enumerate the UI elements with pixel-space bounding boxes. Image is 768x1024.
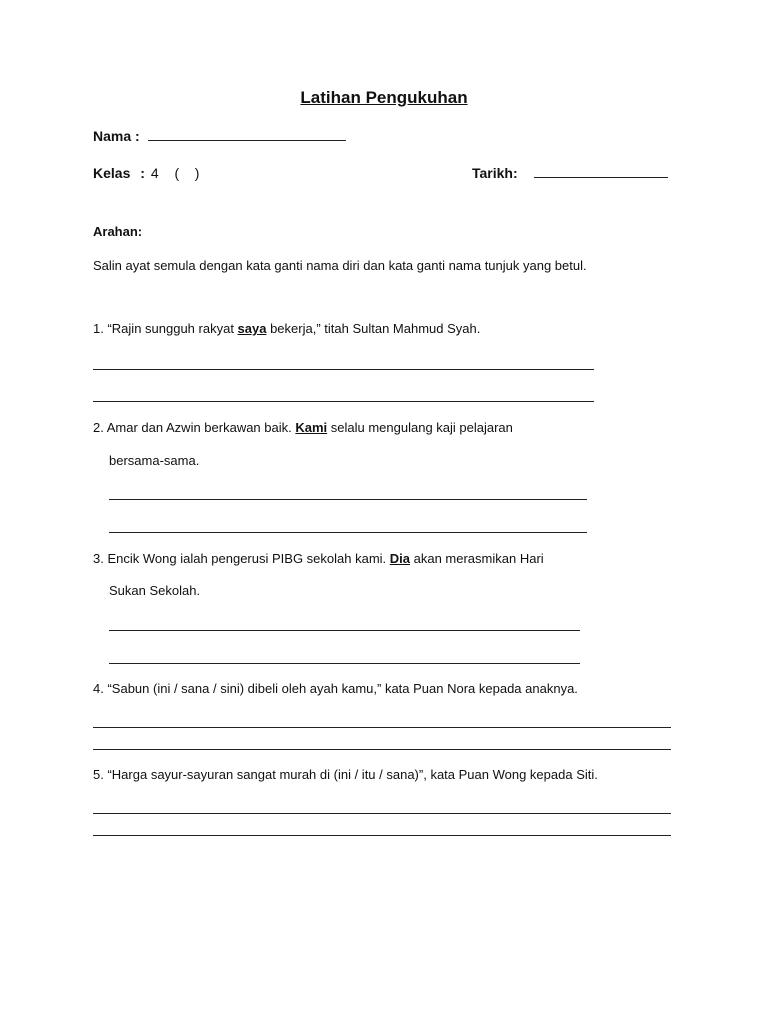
question-2 [93,420,513,435]
question-4 [93,681,578,696]
answer-line-4a[interactable] [93,727,671,728]
question-highlight: Kami [295,420,328,435]
answer-line-1b[interactable] [93,401,594,402]
question-2-continuation: bersama-sama. [109,453,200,468]
answer-line-5b[interactable] [93,835,671,836]
answer-line-2a[interactable] [109,499,587,500]
answer-line-1a[interactable] [93,369,594,370]
nama-blank[interactable] [148,139,346,141]
tarikh-blank[interactable] [534,176,668,178]
answer-line-2b[interactable] [109,532,587,533]
question-3 [93,551,544,566]
kelas-field [93,165,199,181]
arahan-text: Salin ayat semula dengan kata ganti nama diri dan kata ganti nama tunjuk yang betul. [93,258,587,273]
question-text: “Harga sayur-sayuran sangat murah di (ini / itu / sana)”, kata Puan Wong kepada Siti. [107,767,598,782]
question-highlight: saya [237,321,267,336]
question-1 [93,321,480,336]
kelas-paren-blank[interactable]: ( ) [174,165,200,181]
answer-line-5a[interactable] [93,813,671,814]
kelas-colon: : [140,165,145,181]
question-text-after: akan merasmikan Hari [410,551,544,566]
question-5 [93,767,598,782]
tarikh-label: Tarikh: [472,165,518,181]
question-text-after: bekerja,” titah Sultan Mahmud Syah. [266,321,481,336]
question-number: 2. [93,420,104,435]
tarikh-field [472,165,668,181]
question-text-before: “Rajin sungguh rakyat [107,321,238,336]
question-number: 4. [93,681,104,696]
nama-field [93,128,346,144]
question-number: 3. [93,551,104,566]
question-text: “Sabun (ini / sana / sini) dibeli oleh ayah kamu,” kata Puan Nora kepada anaknya. [107,681,578,696]
question-3-continuation: Sukan Sekolah. [109,583,201,598]
kelas-value: 4 [150,165,159,181]
question-highlight: Dia [389,551,410,566]
arahan-heading: Arahan: [93,224,143,239]
question-text-before: Amar dan Azwin berkawan baik. [106,420,296,435]
kelas-label: Kelas [93,165,131,181]
question-number: 1. [93,321,104,336]
answer-line-4b[interactable] [93,749,671,750]
worksheet-title: Latihan Pengukuhan [300,88,468,107]
question-text-after: selalu mengulang kaji pelajaran [327,420,513,435]
answer-line-3b[interactable] [109,663,580,664]
question-text-before: Encik Wong ialah pengerusi PIBG sekolah kami. [107,551,390,566]
question-number: 5. [93,767,104,782]
answer-line-3a[interactable] [109,630,580,631]
nama-label: Nama : [93,128,140,144]
